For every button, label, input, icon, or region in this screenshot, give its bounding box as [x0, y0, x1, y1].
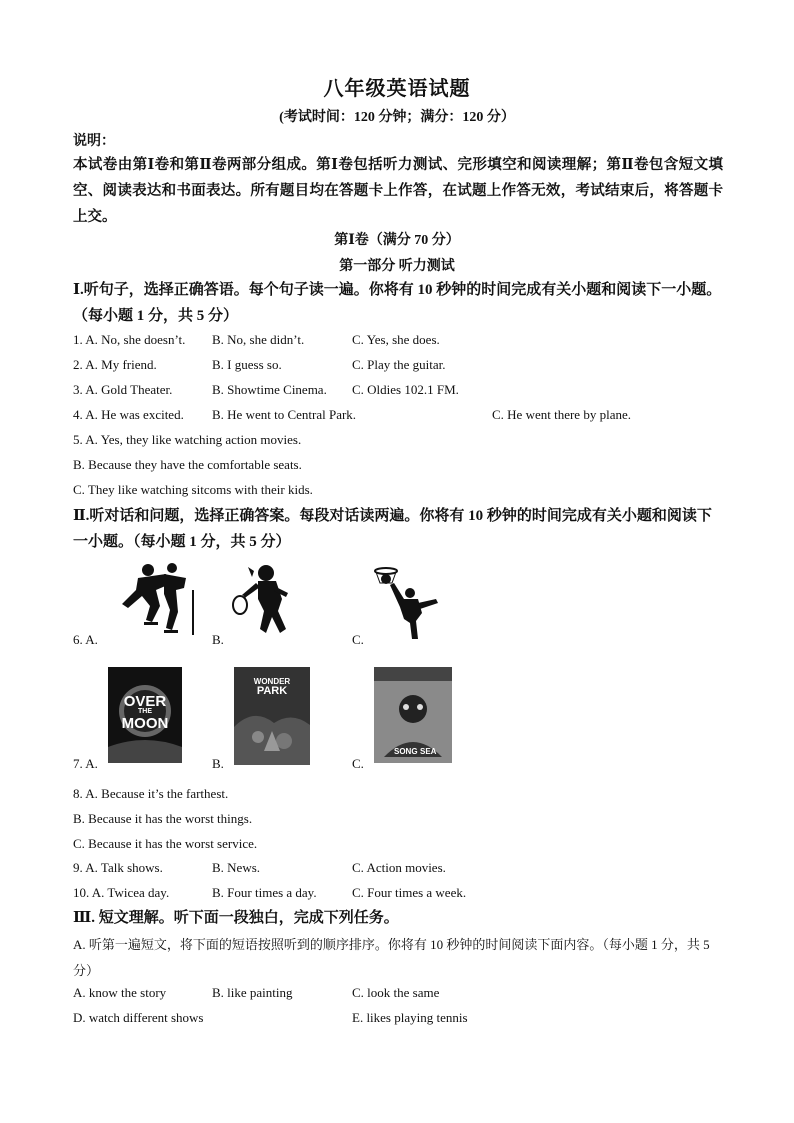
q6-label-c: C. [352, 632, 364, 647]
phrase-a: A. know the story [73, 985, 167, 1000]
poster1-word-moon: MOON [121, 715, 169, 732]
section1-heading: Ⅰ.听句子，选择正确答语。每个句子读一遍。你将有 10 秒钟的时间完成有关小题和阅读下一小题。（每小题 1 分，共 5 分） [73, 282, 722, 324]
part-title: 第一部分 听力测试 [339, 259, 455, 274]
phrase-c: C. look the same [352, 985, 440, 1000]
basketball-player-picture [370, 563, 450, 641]
section3-heading: Ⅲ. 短文理解。听下面一段独白，完成下列任务。 [73, 910, 399, 926]
q8-option-c: C. Because it has the worst service. [73, 836, 258, 851]
q1-option-c: C. Yes, she does. [352, 332, 440, 347]
phrase-e: E. likes playing tennis [352, 1010, 468, 1025]
q2-option-c: C. Play the guitar. [352, 357, 446, 372]
q9-option-c: C. Action movies. [352, 860, 446, 875]
q5-option-a: 5. A. Yes, they like watching action movies. [73, 432, 302, 447]
q7-label-a: 7. A. [73, 756, 98, 771]
volume-title: 第Ⅰ卷（满分 70 分） [334, 233, 460, 248]
q6-label-b: B. [212, 632, 224, 647]
q7-label-c: C. [352, 756, 364, 771]
speed-skaters-picture [108, 560, 198, 640]
q4-option-c: C. He went there by plane. [492, 407, 631, 422]
q8-option-a: 8. A. Because it’s the farthest. [73, 786, 229, 801]
q1-option-b: B. No, she didn’t. [212, 332, 305, 347]
q5-option-c: C. They like watching sitcoms with their kids. [73, 482, 313, 497]
phrase-d: D. watch different shows [73, 1010, 204, 1025]
q10-option-c: C. Four times a week. [352, 885, 467, 900]
poster1-word-the: THE [138, 708, 152, 715]
poster3-word-sea: SEA [420, 747, 437, 756]
poster2-word-wonder: WONDER [253, 677, 291, 686]
q3-option-b: B. Showtime Cinema. [212, 382, 327, 397]
phrase-b: B. like painting [212, 985, 293, 1000]
q10-option-a: 10. A. Twicea day. [73, 885, 170, 900]
q3-option-a: 3. A. Gold Theater. [73, 382, 173, 397]
note-text: 本试卷由第Ⅰ卷和第Ⅱ卷两部分组成。第Ⅰ卷包括听力测试、完形填空和阅读理解；第Ⅱ卷包含短文填空、阅读表达和书面表达。所有题目均在答题卡上作答，在试题上作答无效，考试结束后，将答题卡上交。 [73, 157, 723, 225]
note-label: 说明： [73, 134, 115, 149]
exam-title: 八年级英语试题 [323, 78, 471, 100]
q5-option-b: B. Because they have the comfortable seats. [73, 457, 302, 472]
q4-option-b: B. He went to Central Park. [212, 407, 357, 422]
wonder-park-poster [234, 667, 310, 765]
poster1-word-over: OVER [123, 693, 167, 710]
q7-label-b: B. [212, 756, 224, 771]
q3-option-c: C. Oldies 102.1 FM. [352, 382, 459, 397]
q2-option-a: 2. A. My friend. [73, 357, 157, 372]
q4-option-a: 4. A. He was excited. [73, 407, 184, 422]
poster3-word-song: SONG [394, 747, 418, 756]
song-of-the-sea-poster [374, 667, 452, 763]
section2-heading: Ⅱ.听对话和问题，选择正确答案。每段对话读两遍。你将有 10 秒钟的时间完成有关小题和阅读下一小题。（每小题 1 分，共 5 分） [73, 508, 712, 550]
q6-label-a: 6. A. [73, 632, 98, 647]
poster2-word-park: PARK [256, 685, 288, 697]
q2-option-b: B. I guess so. [212, 357, 282, 372]
tennis-player-picture [232, 563, 312, 639]
q8-option-b: B. Because it has the worst things. [73, 811, 253, 826]
q10-option-b: B. Four times a day. [212, 885, 317, 900]
section3-instruction: A. 听第一遍短文，将下面的短语按照听到的顺序排序。你将有 10 秒钟的时间阅读下面内容。（每小题 1 分，共 5 分） [73, 937, 710, 978]
exam-subtitle: (考试时间：120 分钟；满分：120 分） [279, 110, 515, 125]
q1-option-a: 1. A. No, she doesn’t. [73, 332, 186, 347]
over-the-moon-poster [108, 667, 182, 763]
q9-option-b: B. News. [212, 860, 261, 875]
q9-option-a: 9. A. Talk shows. [73, 860, 163, 875]
